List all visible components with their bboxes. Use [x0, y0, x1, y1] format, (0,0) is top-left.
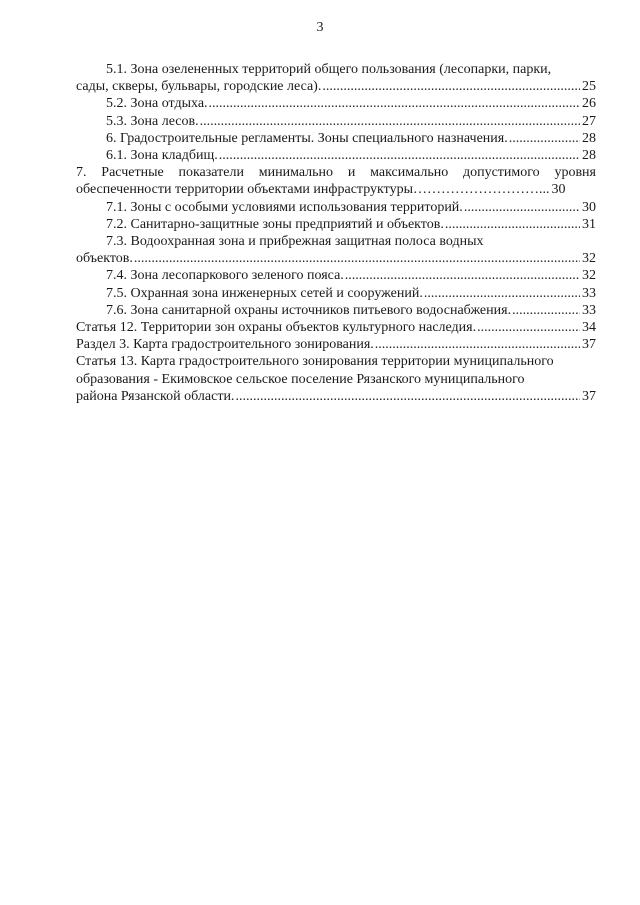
toc-page-number: 28: [582, 130, 596, 146]
toc-entry-text: 7.6. Зона санитарной охраны источников питьевого водоснабжения.: [106, 302, 512, 318]
toc-entry-text: 7.5. Охранная зона инженерных сетей и сооружений.: [106, 285, 423, 301]
toc-page-number: 27: [582, 113, 596, 129]
toc-entry-6-1[interactable]: [76, 147, 596, 164]
toc-entry-6[interactable]: [76, 130, 596, 147]
dot-leader: [200, 113, 580, 130]
toc-entry-article-12[interactable]: [76, 319, 596, 336]
dot-leader: [424, 285, 580, 302]
toc-entry-5-2[interactable]: [76, 95, 596, 112]
toc-entry-text-line: Статья 13. Карта градостроительного зонирования территории муниципального: [76, 354, 554, 370]
page-number: 3: [316, 20, 324, 35]
toc-entry-text: 7.1. Зоны с особыми условиями использования территорий.: [106, 199, 463, 215]
dot-leader: [322, 78, 580, 95]
toc-entry-7[interactable]: [76, 164, 596, 198]
dot-leader: [219, 147, 580, 164]
toc-page-number: 25: [582, 79, 596, 95]
toc-page-number: 30: [551, 182, 566, 198]
toc-entry-text-line: обеспеченности территории объектами инфраструктуры………………………...: [76, 182, 550, 198]
dot-leader: [235, 388, 580, 405]
dot-leader: [445, 216, 580, 233]
toc-entry-text-line: района Рязанской области.: [76, 388, 235, 404]
toc-entry-text: 7.2. Санитарно-защитные зоны предприятий и объектов.: [106, 216, 444, 232]
toc-entry-7-4[interactable]: [76, 267, 596, 284]
toc-entry-section-3[interactable]: [76, 336, 596, 353]
toc-page-number: 31: [582, 216, 596, 232]
toc-entry-text: 7.4. Зона лесопаркового зеленого пояса.: [106, 268, 344, 284]
toc-entry-text: 6.1. Зона кладбищ.: [106, 148, 218, 164]
dot-leader: [209, 95, 580, 112]
table-of-contents: [76, 61, 596, 405]
toc-entry-7-5[interactable]: [76, 285, 596, 302]
toc-page-number: 28: [582, 148, 596, 164]
toc-page-number: 33: [582, 302, 596, 318]
toc-entry-text-line: объектов.: [76, 251, 133, 267]
dot-leader: [477, 319, 580, 336]
toc-entry-7-1[interactable]: [76, 199, 596, 216]
dot-leader: [345, 267, 580, 284]
dot-leader: [512, 302, 580, 319]
toc-page-number: 30: [582, 199, 596, 215]
toc-entry-7-2[interactable]: [76, 216, 596, 233]
toc-entry-text: Статья 12. Территории зон охраны объектов культурного наследия.: [76, 320, 477, 336]
toc-entry-text-line: образования - Екимовское сельское поселение Рязанского муниципального: [76, 371, 525, 387]
toc-entry-7-6[interactable]: [76, 302, 596, 319]
dot-leader: [375, 336, 580, 353]
toc-entry-text-line: 5.1. Зона озелененных территорий общего пользования (лесопарки, парки,: [106, 62, 552, 77]
toc-page-number: 37: [582, 388, 596, 404]
toc-page-number: 33: [582, 285, 596, 301]
toc-page-number: 32: [582, 268, 596, 284]
toc-entry-article-13[interactable]: [76, 353, 596, 405]
toc-entry-text: Раздел 3. Карта градостроительного зонирования.: [76, 337, 374, 353]
toc-entry-text-line: 7.3. Водоохранная зона и прибрежная защитная полоса водных: [106, 234, 484, 250]
toc-entry-text: 6. Градостроительные регламенты. Зоны специального назначения.: [106, 130, 508, 146]
dot-leader: [134, 250, 580, 267]
toc-page-number: 37: [582, 337, 596, 353]
toc-entry-text-line: сады, скверы, бульвары, городские леса).: [76, 79, 322, 95]
toc-page-number: 34: [582, 320, 596, 336]
toc-entry-text: 5.3. Зона лесов.: [106, 113, 199, 129]
toc-page-number: 26: [582, 96, 596, 112]
toc-entry-7-3[interactable]: [76, 233, 596, 267]
toc-entry-text: 5.2. Зона отдыха.: [106, 96, 208, 112]
dot-leader: [464, 199, 580, 216]
toc-entry-5-1[interactable]: [76, 61, 596, 95]
toc-entry-text-line: 7. Расчетные показатели минимально и максимально допустимого уровня: [76, 165, 596, 181]
dot-leader: [509, 130, 580, 147]
toc-page-number: 32: [582, 251, 596, 267]
toc-entry-5-3[interactable]: [76, 113, 596, 130]
